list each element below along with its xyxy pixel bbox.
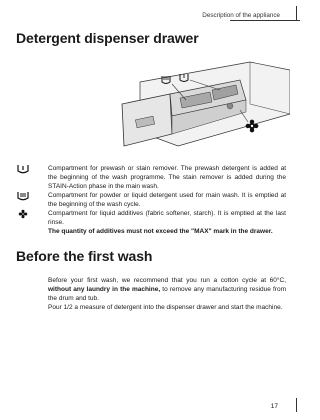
first-wash-text-a: Before your first wash, we recommend that you run a cotton cycle at 60°C, — [48, 277, 286, 284]
page-number: 17 — [270, 403, 278, 410]
softener-compartment-icon — [16, 209, 30, 219]
main-wash-compartment-icon — [16, 191, 30, 201]
prewash-description: Compartment for prewash or stain remover. The prewash detergent is added at the beginning of the wash programme. The stain remover is added during the STAIN-Action phase in the main wash. — [48, 165, 286, 190]
softener-description: Compartment for liquid additives (fabric softener, starch). It is emptied at the last rinse. — [48, 210, 286, 226]
header-rule — [230, 20, 300, 21]
first-wash-paragraph-1 — [48, 276, 286, 303]
first-wash-text-b: to remove any manufacturing residue from the drum and tub. — [48, 286, 286, 302]
first-wash-text-bold: without any laundry in the machine, — [48, 286, 161, 293]
footer-rule-vertical — [296, 398, 297, 412]
section-title-detergent: Detergent dispenser drawer — [16, 30, 199, 46]
main-wash-description: Compartment for powder or liquid detergent used for main wash. It is emptied at the beginning of the wash cycle. — [48, 192, 286, 208]
section-title-first-wash: Before the first wash — [16, 248, 153, 264]
dispenser-drawer-illustration — [100, 54, 290, 152]
first-wash-paragraph-2 — [48, 303, 286, 312]
prewash-compartment-icon — [16, 164, 30, 174]
running-header: Description of the appliance — [202, 12, 280, 19]
max-mark-warning: The quantity of additives must not exceed the "MAX" mark in the drawer. — [48, 228, 273, 235]
header-rule-vertical — [296, 6, 297, 20]
first-wash-text-c: Pour 1/2 a measure of detergent into the dispenser drawer and start the machine. — [48, 304, 283, 311]
